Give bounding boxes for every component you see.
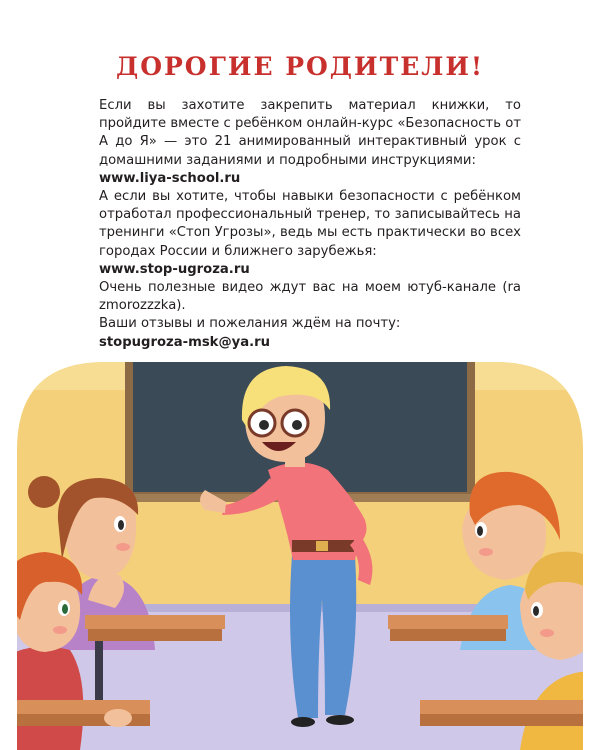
page-title: ДОРОГИЕ РОДИТЕЛИ! — [115, 52, 484, 81]
paragraph-course: Если вы захотите закрепить материал книжки, то пройдите вместе с ребёнком онлайн-курс «Безопасность от А до Я» — это 21 анимированный интерактивный урок с домашними заданиями и подробными инструкциями: — [99, 98, 521, 168]
paragraph-youtube: Очень полезные видео ждут вас на моем ютуб-канале (ra zmorozzzka). — [99, 280, 521, 314]
link-stop-ugroza[interactable]: www.stop-ugroza.ru — [99, 261, 250, 277]
link-email[interactable]: stopugroza-msk@ya.ru — [99, 334, 271, 350]
paragraph-training: А если вы хотите, чтобы навыки безопасности с ребёнком отработал профессиональный тренер, то записывайтесь на тренинги «Стоп Угрозы», ведь мы есть практически во всех городах России и ближнего зарубежья: — [99, 189, 521, 259]
link-liya-school[interactable]: www.liya-school.ru — [99, 170, 241, 186]
paragraph-feedback: Ваши отзывы и пожелания ждём на почту: — [99, 316, 401, 332]
